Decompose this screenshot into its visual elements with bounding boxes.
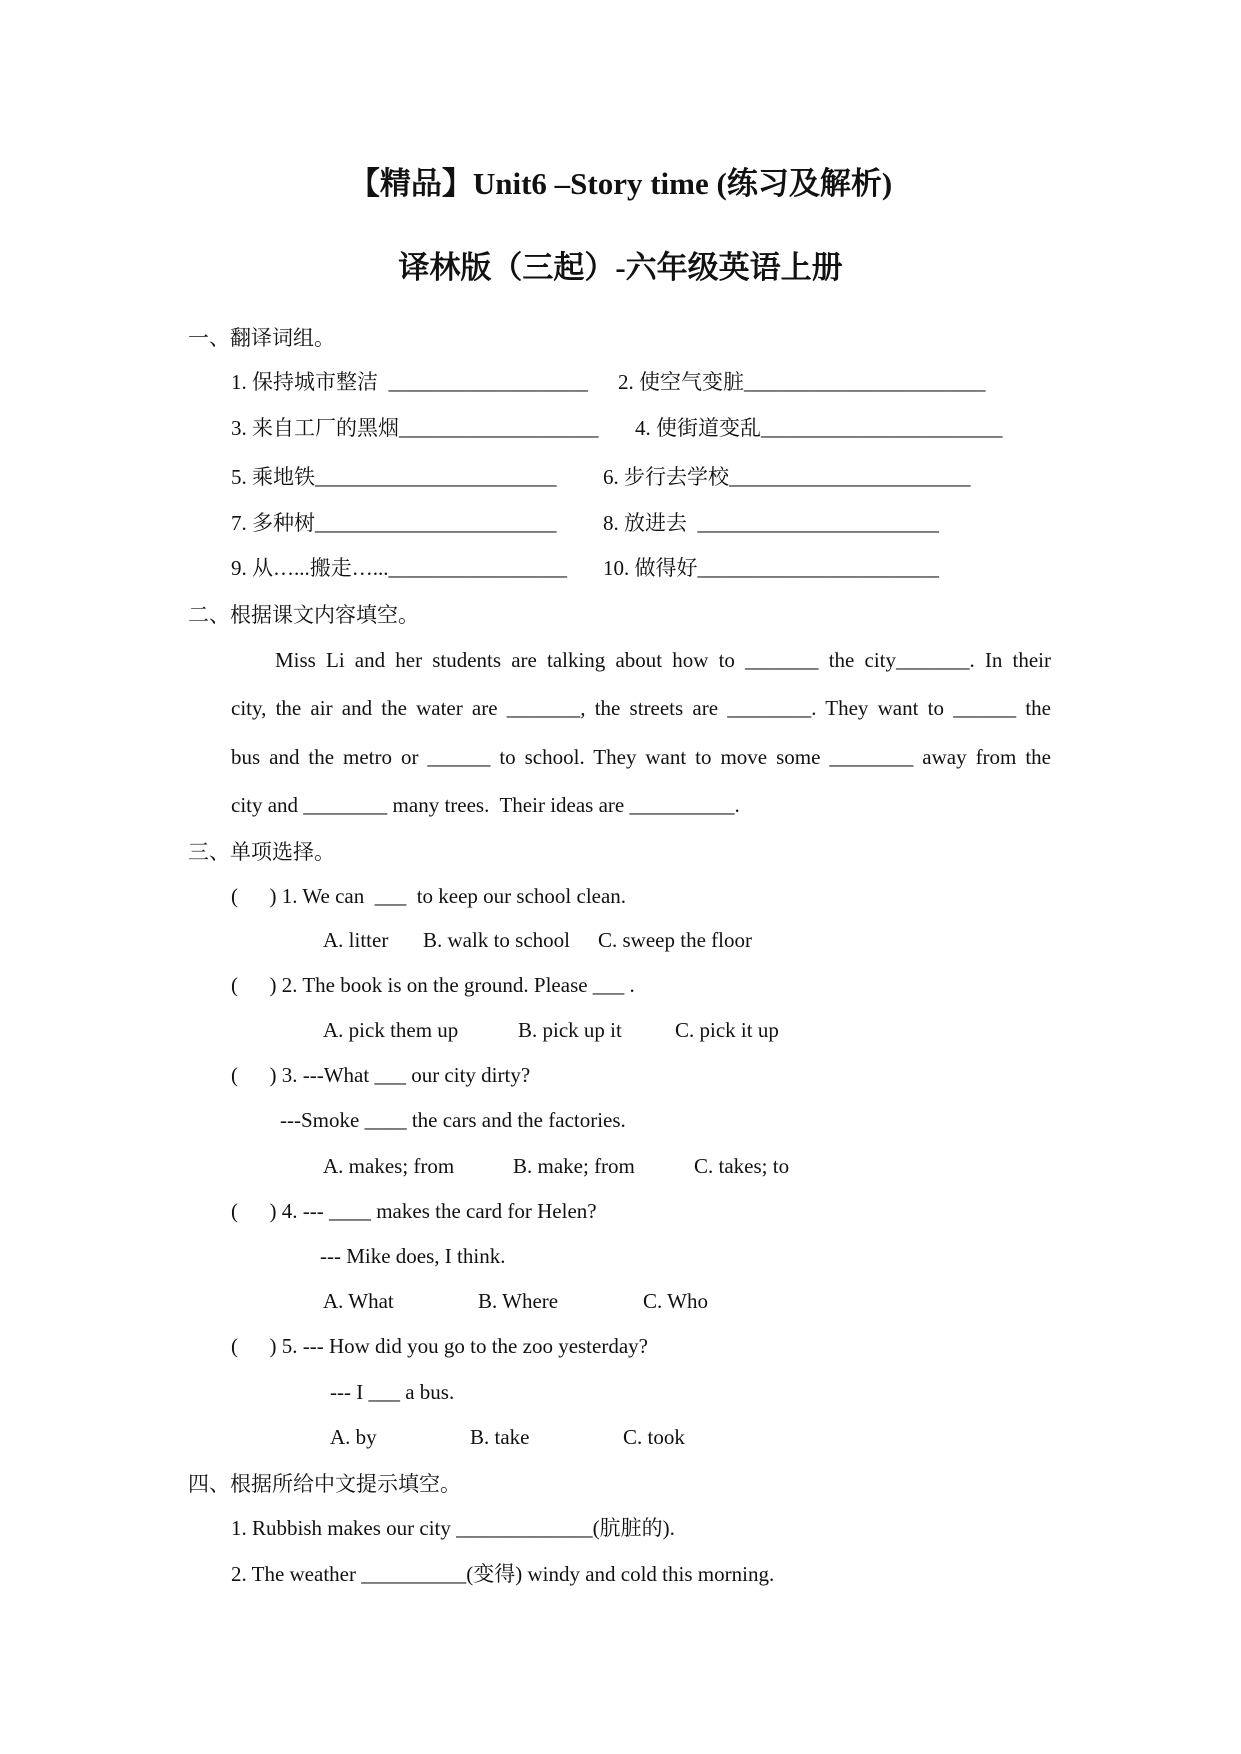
section4-heading: 四、根据所给中文提示填空。 (188, 1472, 461, 1496)
option: A. makes; from (323, 1154, 455, 1178)
vocab-item: 6. 步行去学校_______________________ (603, 465, 971, 489)
fill-item: 1. Rubbish makes our city _____________(肮脏的). (231, 1516, 675, 1540)
section3-heading: 三、单项选择。 (188, 840, 335, 864)
option: A. litter (323, 928, 389, 952)
option: A. What (323, 1289, 394, 1313)
vocab-item: 4. 使街道变乱_______________________ (635, 416, 1003, 440)
passage-line: city, the air and the water are _______, the streets are ________. They want to ______ the (231, 696, 1051, 720)
question: ( ) 4. --- ____ makes the card for Helen? (231, 1199, 597, 1223)
document-title: 【精品】Unit6 –Story time (练习及解析) (348, 166, 893, 201)
vocab-item: 2. 使空气变脏_______________________ (618, 370, 986, 394)
section1-heading: 一、翻译词组。 (188, 326, 335, 350)
vocab-item: 10. 做得好_______________________ (603, 556, 939, 580)
option: B. pick up it (518, 1018, 622, 1042)
question-answer-line: --- I ___ a bus. (330, 1380, 455, 1404)
passage-line: bus and the metro or ______ to school. They want to move some ________ away from the (231, 745, 1051, 769)
vocab-item: 5. 乘地铁_______________________ (231, 465, 557, 489)
option: C. sweep the floor (598, 928, 752, 952)
question: ( ) 2. The book is on the ground. Please ___ . (231, 973, 635, 997)
vocab-item: 3. 来自工厂的黑烟___________________ (231, 416, 599, 440)
option: C. Who (643, 1289, 708, 1313)
vocab-item: 8. 放进去 _______________________ (603, 511, 939, 535)
question: ( ) 1. We can ___ to keep our school clean. (231, 884, 627, 908)
option: C. takes; to (694, 1154, 790, 1178)
option: B. Where (478, 1289, 559, 1313)
fill-item: 2. The weather __________(变得) windy and cold this morning. (231, 1562, 775, 1586)
passage-line: city and ________ many trees. Their ideas are __________. (231, 793, 740, 817)
vocab-item: 9. 从…...搬走…..._________________ (231, 556, 567, 580)
vocab-item: 1. 保持城市整洁 ___________________ (231, 370, 588, 394)
option: B. make; from (513, 1154, 635, 1178)
option: B. take (470, 1425, 530, 1449)
passage-line: Miss Li and her students are talking about how to _______ the city_______. In their (275, 648, 1051, 672)
document-subtitle: 译林版（三起）-六年级英语上册 (398, 250, 843, 285)
option: B. walk to school (423, 928, 570, 952)
option: A. pick them up (323, 1018, 459, 1042)
option: C. pick it up (675, 1018, 779, 1042)
question: ( ) 5. --- How did you go to the zoo yesterday? (231, 1334, 648, 1358)
question-answer-line: ---Smoke ____ the cars and the factories. (280, 1108, 626, 1132)
option: C. took (623, 1425, 685, 1449)
section2-heading: 二、根据课文内容填空。 (188, 603, 419, 627)
vocab-item: 7. 多种树_______________________ (231, 511, 557, 535)
question: ( ) 3. ---What ___ our city dirty? (231, 1063, 531, 1087)
question-answer-line: --- Mike does, I think. (320, 1244, 506, 1268)
option: A. by (330, 1425, 377, 1449)
